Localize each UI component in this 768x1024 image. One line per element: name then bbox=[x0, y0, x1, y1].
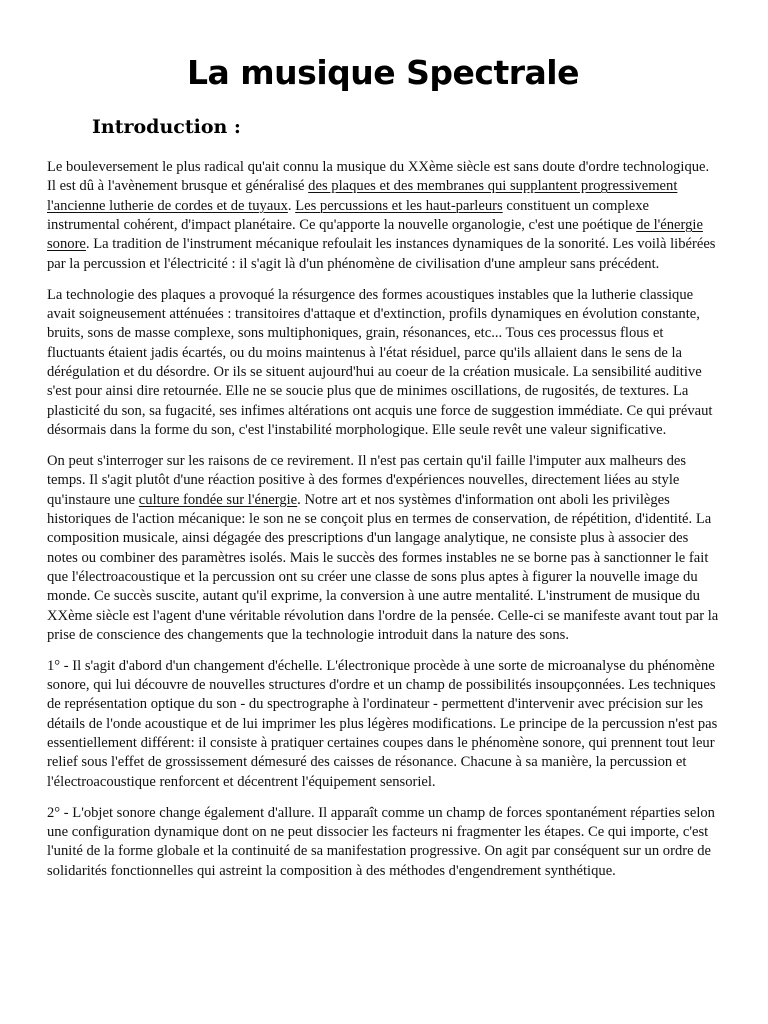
paragraph-text: . bbox=[287, 197, 296, 214]
paragraph-3 bbox=[47, 452, 719, 645]
paragraph-5 bbox=[47, 804, 719, 881]
paragraph-text: constituent un complexe instrumental cohérent, d'impact planétaire. Ce qu'apporte la nouvelle organologie, c'est une poétique bbox=[47, 197, 649, 234]
paragraph-4 bbox=[47, 657, 719, 792]
paragraph-text: 2° - L'objet sonore change également d'allure. Il apparaît comme un champ de forces spontanément réparties selon une configuration dynamique dont on ne peut dissocier les facteurs ni fragmenter les étapes. Ce qui importe, c'est l'unité de la forme globale et la continuité de sa manifestation progressive. On agit par conséquent sur un ordre de solidarités fonctionnelles qui astreint la composition à des méthodes d'engendrement synthétique. bbox=[47, 804, 715, 879]
document-title: La musique Spectrale bbox=[187, 53, 579, 92]
paragraph-text: La technologie des plaques a provoqué la résurgence des formes acoustiques instables que la lutherie classique avait soigneusement atténuées : transitoires d'attaque et d'extinction, profils dynamiques en évolution constante, bruits, sons de masse complexe, sons multiphoniques, grain, résonances, etc... Tous ces processus flous et fluctuants étaient jadis écartés, ou du moins maintenus à l'état résiduel, parce qu'ils allaient dans le sens de la dérégulation et du désordre. Or ils se situent aujourd'hui au coeur de la création musicale. La sensibilité auditive s'est pour ainsi dire retournée. Elle ne se soucie plus que de minimes oscillations, de rugosités, de textures. La plasticité du son, sa fugacité, ses infimes altérations ont acquis une force de suggestion immédiate. Ce qui prévaut désormais dans la forme du son, c'est l'instabilité morphologique. Elle seule revêt une valeur significative. bbox=[47, 286, 713, 438]
paragraph-text: . Notre art et nos systèmes d'information ont aboli les privilèges historiques de l'action mécanique: le son ne se conçoit plus en termes de conservation, de répétition, d'identité. La composition musicale, ainsi dégagée des prescriptions d'un langage analytique, ne consiste plus à associer des notes ou combiner des paramètres isolés. Mais le succès des formes instables ne se borne pas à sanctionner le fait que l'électroacoustique et la percussion ont su créer une classe de sons plus aptes à figurer la nouvelle image du monde. Ce succès suscite, autant qu'il exprime, la conversion à une autre mentalité. L'instrument de musique du XXème siècle est l'agent d'une véritable révolution dans l'ordre de la pensée. Celle-ci se manifeste avant tout par la prise de conscience des changements que la technologie introduit dans la nature des sons. bbox=[47, 491, 719, 643]
paragraph-2 bbox=[47, 286, 719, 441]
paragraph-text: . La tradition de l'instrument mécanique refoulait les instances dynamiques de la sonorité. Les voilà libérées par la percussion et l'électricité : il s'agit là d'un phénomène de civilisation d'une ampleur sans précédent. bbox=[47, 236, 716, 272]
link-plaques-membranes[interactable]: des plaques et des membranes qui supplantent progressivement l'ancienne lutherie de cordes et de tuyaux bbox=[47, 178, 678, 214]
document-body bbox=[47, 158, 719, 881]
paragraph-text: On peut s'interroger sur les raisons de ce revirement. Il n'est pas certain qu'il faille l'imputer aux malheurs des temps. Il s'agit plutôt d'une réaction positive à des formes d'expériences nouvelles, directement liées au style qu'instaure une bbox=[47, 452, 687, 508]
paragraph-text: 1° - Il s'agit d'abord d'un changement d'échelle. L'électronique procède à une sorte de microanalyse du phénomène sonore, qui lui découvre de nouvelles structures d'ordre et un champ de possibilités insoupçonnées. Les techniques de représentation optique du son - du spectrographe à l'ordinateur - permettent d'intervenir avec précision sur les détails de l'onde acoustique et de lui imprimer les plus légères modifications. Le principe de la percussion n'est pas essentiellement différent: il consiste à pratiquer certaines coupes dans le phénomène sonore, qui prennent tout leur relief sous l'effet de grossissement démesuré des caisses de résonance. Chacune à sa manière, la percussion et l'électroacoustique renforcent et décentrent l'équipement sensoriel. bbox=[47, 657, 718, 790]
paragraph-1 bbox=[47, 158, 719, 274]
link-energie-sonore[interactable]: de l'énergie sonore bbox=[47, 217, 703, 253]
link-percussions-haut-parleurs[interactable]: Les percussions et les haut-parleurs bbox=[295, 197, 503, 214]
paragraph-text: Le bouleversement le plus radical qu'ait connu la musique du XXème siècle est sans doute d'ordre technologique. Il est dû à l'avènement brusque et généralisé bbox=[47, 159, 710, 195]
link-culture-energie[interactable]: culture fondée sur l'énergie bbox=[138, 491, 298, 508]
section-heading-introduction: Introduction : bbox=[92, 116, 241, 138]
